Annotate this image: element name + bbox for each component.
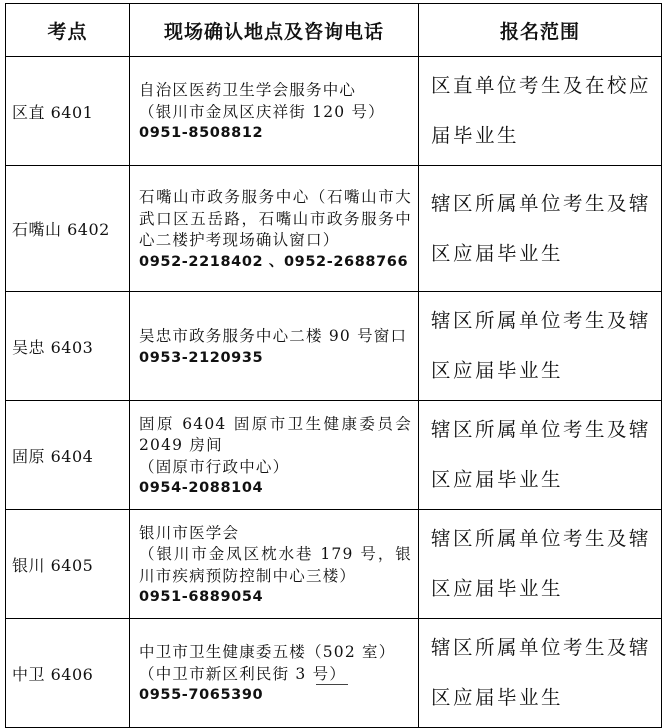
header-exam-point: 考点: [6, 4, 130, 57]
location-line: （银川市金凤区庆祥街 120 号）: [139, 102, 385, 121]
scope-cell: 辖区所属单位考生及辖区应届毕业生: [419, 292, 662, 401]
phone-number: 0953-2120935: [139, 349, 264, 366]
location-cell: [130, 401, 419, 510]
page-footer-rule: [316, 684, 348, 687]
exam-point-cell: 吴忠 6403: [6, 292, 130, 401]
location-cell: [130, 292, 419, 401]
location-line: 固原 6404 固原市卫生健康委员会 2049 房间: [139, 414, 412, 454]
exam-point-cell: 区直 6401: [6, 57, 130, 166]
location-cell: [130, 510, 419, 619]
location-line: （中卫市新区利民街 3 号）: [139, 664, 347, 683]
header-location-phone: 现场确认地点及咨询电话: [130, 4, 419, 57]
location-line: 银川市医学会: [139, 523, 240, 542]
scope-cell: 辖区所属单位考生及辖区应届毕业生: [419, 510, 662, 619]
table-row: [6, 619, 662, 728]
table-row: [6, 292, 662, 401]
scope-cell: 辖区所属单位考生及辖区应届毕业生: [419, 401, 662, 510]
exam-point-cell: 固原 6404: [6, 401, 130, 510]
location-line: （银川市金凤区枕水巷 179 号，银川市疾病预防控制中心三楼）: [139, 545, 412, 585]
location-cell: [130, 166, 419, 292]
location-cell: [130, 57, 419, 166]
phone-number: 0954-2088104: [139, 480, 264, 496]
phone-number: 0951-6889054: [139, 589, 264, 605]
table-row: [6, 401, 662, 510]
scope-cell: 辖区所属单位考生及辖区应届毕业生: [419, 619, 662, 728]
header-scope: 报名范围: [419, 4, 662, 57]
location-line: 石嘴山市政务服务中心（石嘴山市大武口区五岳路，石嘴山市政务服务中心二楼护考现场确认窗口）: [139, 188, 412, 249]
location-line: （固原市行政中心）: [139, 457, 290, 476]
scope-cell: 辖区所属单位考生及辖区应届毕业生: [419, 166, 662, 292]
scope-cell: 区直单位考生及在校应届毕业生: [419, 57, 662, 166]
table-row: [6, 166, 662, 292]
location-cell: [130, 619, 419, 728]
exam-confirmation-table: [5, 3, 662, 728]
table-row: [6, 57, 662, 166]
location-line: 吴忠市政务服务中心二楼 90 号窗口: [139, 327, 408, 345]
exam-point-cell: 中卫 6406: [6, 619, 130, 728]
location-line: 自治区医药卫生学会服务中心: [139, 81, 357, 100]
phone-number: 0955-7065390: [139, 687, 264, 704]
location-line: 中卫市卫生健康委五楼（502 室）: [139, 643, 396, 662]
table-header-row: [6, 4, 662, 57]
exam-point-cell: 石嘴山 6402: [6, 166, 130, 292]
table-row: [6, 510, 662, 619]
phone-number: 0952-2218402 、0952-2688766: [139, 253, 409, 270]
phone-number: 0951-8508812: [139, 125, 264, 142]
exam-point-cell: 银川 6405: [6, 510, 130, 619]
